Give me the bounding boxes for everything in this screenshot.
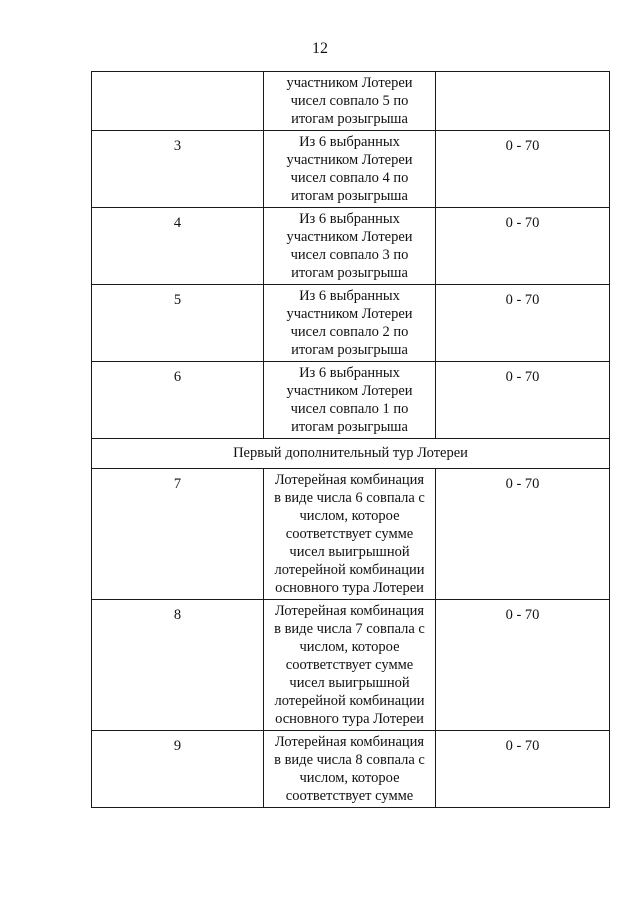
condition-line: основного тура Лотереи (275, 711, 424, 727)
condition-line: итогам розыгрыша (291, 342, 408, 358)
condition-line: итогам розыгрыша (291, 419, 408, 435)
condition-cell (264, 72, 436, 131)
condition-line: чисел совпало 3 по (290, 247, 409, 263)
condition-line: Из 6 выбранных (299, 211, 400, 227)
condition-line: соответствует сумме (285, 788, 414, 804)
condition-line: чисел совпало 5 по (290, 93, 409, 109)
category-number-cell: 8 (92, 600, 264, 731)
table-row (92, 208, 610, 285)
condition-line: чисел совпало 1 по (290, 401, 409, 417)
condition-cell (264, 131, 436, 208)
table-row (92, 600, 610, 731)
condition-cell (264, 208, 436, 285)
condition-line: Из 6 выбранных (299, 288, 400, 304)
condition-line: итогам розыгрыша (291, 188, 408, 204)
condition-line: числом, которое (299, 639, 400, 655)
condition-cell (264, 600, 436, 731)
condition-line: чисел совпало 4 по (290, 170, 409, 186)
condition-line: числом, которое (299, 770, 400, 786)
condition-line: основного тура Лотереи (275, 580, 424, 596)
prize-range-cell: 0 - 70 (436, 469, 610, 600)
prize-range-cell: 0 - 70 (436, 362, 610, 439)
table-row (92, 72, 610, 131)
condition-line: чисел выигрышной (289, 675, 410, 691)
category-number-cell: 9 (92, 731, 264, 808)
condition-line: в виде числа 8 совпала с (274, 752, 425, 768)
category-number-cell: 4 (92, 208, 264, 285)
condition-line: в виде числа 6 совпала с (274, 490, 425, 506)
condition-line: участником Лотереи (286, 152, 413, 168)
condition-line: лотерейной комбинации (274, 693, 425, 709)
section-header: Первый дополнительный тур Лотереи (92, 439, 610, 469)
table-row (92, 131, 610, 208)
condition-line: числом, которое (299, 508, 400, 524)
condition-line: участником Лотереи (286, 383, 413, 399)
condition-line: лотерейной комбинации (274, 562, 425, 578)
category-number-cell (92, 72, 264, 131)
condition-line: соответствует сумме (285, 657, 414, 673)
prize-category-table (91, 71, 610, 808)
condition-cell (264, 362, 436, 439)
condition-line: итогам розыгрыша (291, 111, 408, 127)
table-row (92, 362, 610, 439)
condition-line: итогам розыгрыша (291, 265, 408, 281)
condition-line: Лотерейная комбинация (274, 472, 425, 488)
condition-line: в виде числа 7 совпала с (274, 621, 425, 637)
page-number: 12 (312, 40, 328, 57)
condition-line: соответствует сумме (285, 526, 414, 542)
condition-line: чисел выигрышной (289, 544, 410, 560)
condition-line: Лотерейная комбинация (274, 734, 425, 750)
condition-line: чисел совпало 2 по (290, 324, 409, 340)
prize-range-cell (436, 72, 610, 131)
prize-range-cell: 0 - 70 (436, 208, 610, 285)
prize-range-cell: 0 - 70 (436, 731, 610, 808)
condition-line: участником Лотереи (286, 306, 413, 322)
condition-cell (264, 469, 436, 600)
condition-line: Лотерейная комбинация (274, 603, 425, 619)
table-body (92, 72, 610, 808)
condition-cell (264, 285, 436, 362)
condition-cell (264, 731, 436, 808)
condition-line: участником Лотереи (286, 229, 413, 245)
table-row (92, 285, 610, 362)
prize-range-cell: 0 - 70 (436, 285, 610, 362)
category-number-cell: 3 (92, 131, 264, 208)
condition-line: Из 6 выбранных (299, 365, 400, 381)
category-number-cell: 6 (92, 362, 264, 439)
condition-line: Из 6 выбранных (299, 134, 400, 150)
prize-range-cell: 0 - 70 (436, 131, 610, 208)
category-number-cell: 5 (92, 285, 264, 362)
prize-range-cell: 0 - 70 (436, 600, 610, 731)
section-header-row (92, 439, 610, 469)
table-row (92, 731, 610, 808)
condition-line: участником Лотереи (286, 75, 413, 91)
table-row (92, 469, 610, 600)
category-number-cell: 7 (92, 469, 264, 600)
